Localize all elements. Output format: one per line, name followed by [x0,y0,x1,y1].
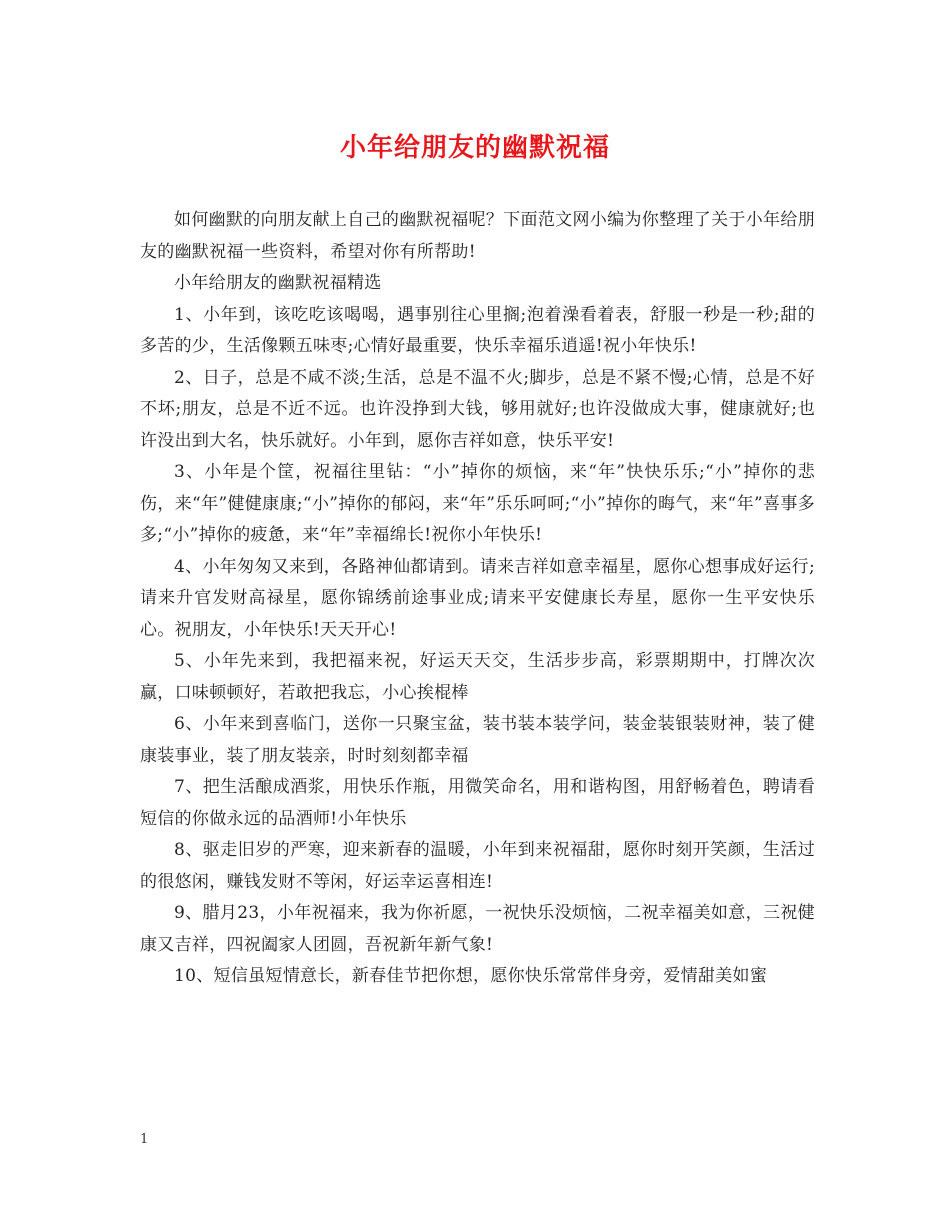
blessing-item-1: 1、小年到，该吃吃该喝喝，遇事别往心里搁;泡着澡看着表，舒服一秒是一秒;甜的多苦的少，生活像颗五味枣;心情好最重要，快乐幸福乐逍遥!祝小年快乐! [140,304,815,356]
blessing-item-7: 7、把生活酿成酒浆，用快乐作瓶，用微笑命名，用和谐构图，用舒畅着色，聘请看短信的你做永远的品酒师!小年快乐 [140,777,815,829]
page-number: 1 [140,1132,149,1147]
blessing-item-9: 9、腊月23，小年祝福来，我为你祈愿，一祝快乐没烦恼，二祝幸福美如意，三祝健康又吉祥，四祝阖家人团圆，吾祝新年新气象! [140,903,815,955]
section-heading: 小年给朋友的幽默祝福精选 [174,273,382,293]
blessing-item-2: 2、日子，总是不咸不淡;生活，总是不温不火;脚步，总是不紧不慢;心情，总是不好不坏;朋友，总是不近不远。也许没挣到大钱，够用就好;也许没做成大事，健康就好;也许没出到大名，快乐就好。小年到，愿你吉祥如意，快乐平安! [140,367,815,451]
blessing-item-3: 3、小年是个筐，祝福往里钻：“小”掉你的烦恼，来“年”快快乐乐;“小”掉你的悲伤，来“年”健健康康;“小”掉你的郁闷，来“年”乐乐呵呵;“小”掉你的晦气，来“年”喜事多多;“小”掉你的疲惫，来“年”幸福绵长!祝你小年快乐! [140,462,815,545]
blessing-item-5: 5、小年先来到，我把福来祝，好运天天交，生活步步高，彩票期期中，打牌次次赢，口味顿顿好，若敢把我忘，小心挨棍棒 [140,651,815,703]
document-title: 小年给朋友的幽默祝福 [339,133,610,163]
blessing-item-4: 4、小年匆匆又来到，各路神仙都请到。请来吉祥如意幸福星，愿你心想事成好运行;请来升官发财高禄星，愿你锦绣前途事业成;请来平安健康长寿星，愿你一生平安快乐心。祝朋友，小年快乐!天天开心! [140,556,815,640]
blessing-item-8: 8、驱走旧岁的严寒，迎来新春的温暖，小年到来祝福甜，愿你时刻开笑颜，生活过的很悠闲，赚钱发财不等闲，好运幸运喜相连! [140,840,815,892]
blessing-item-10: 10、短信虽短情意长，新春佳节把你想，愿你快乐常常伴身旁，爱情甜美如蜜 [174,966,768,986]
intro-paragraph: 如何幽默的向朋友献上自己的幽默祝福呢？下面范文网小编为你整理了关于小年给朋友的幽默祝福一些资料，希望对你有所帮助! [140,210,815,262]
blessing-item-6: 6、小年来到喜临门，送你一只聚宝盆，装书装本装学问，装金装银装财神，装了健康装事业，装了朋友装亲，时时刻刻都幸福 [140,714,815,766]
document-body [140,205,815,993]
